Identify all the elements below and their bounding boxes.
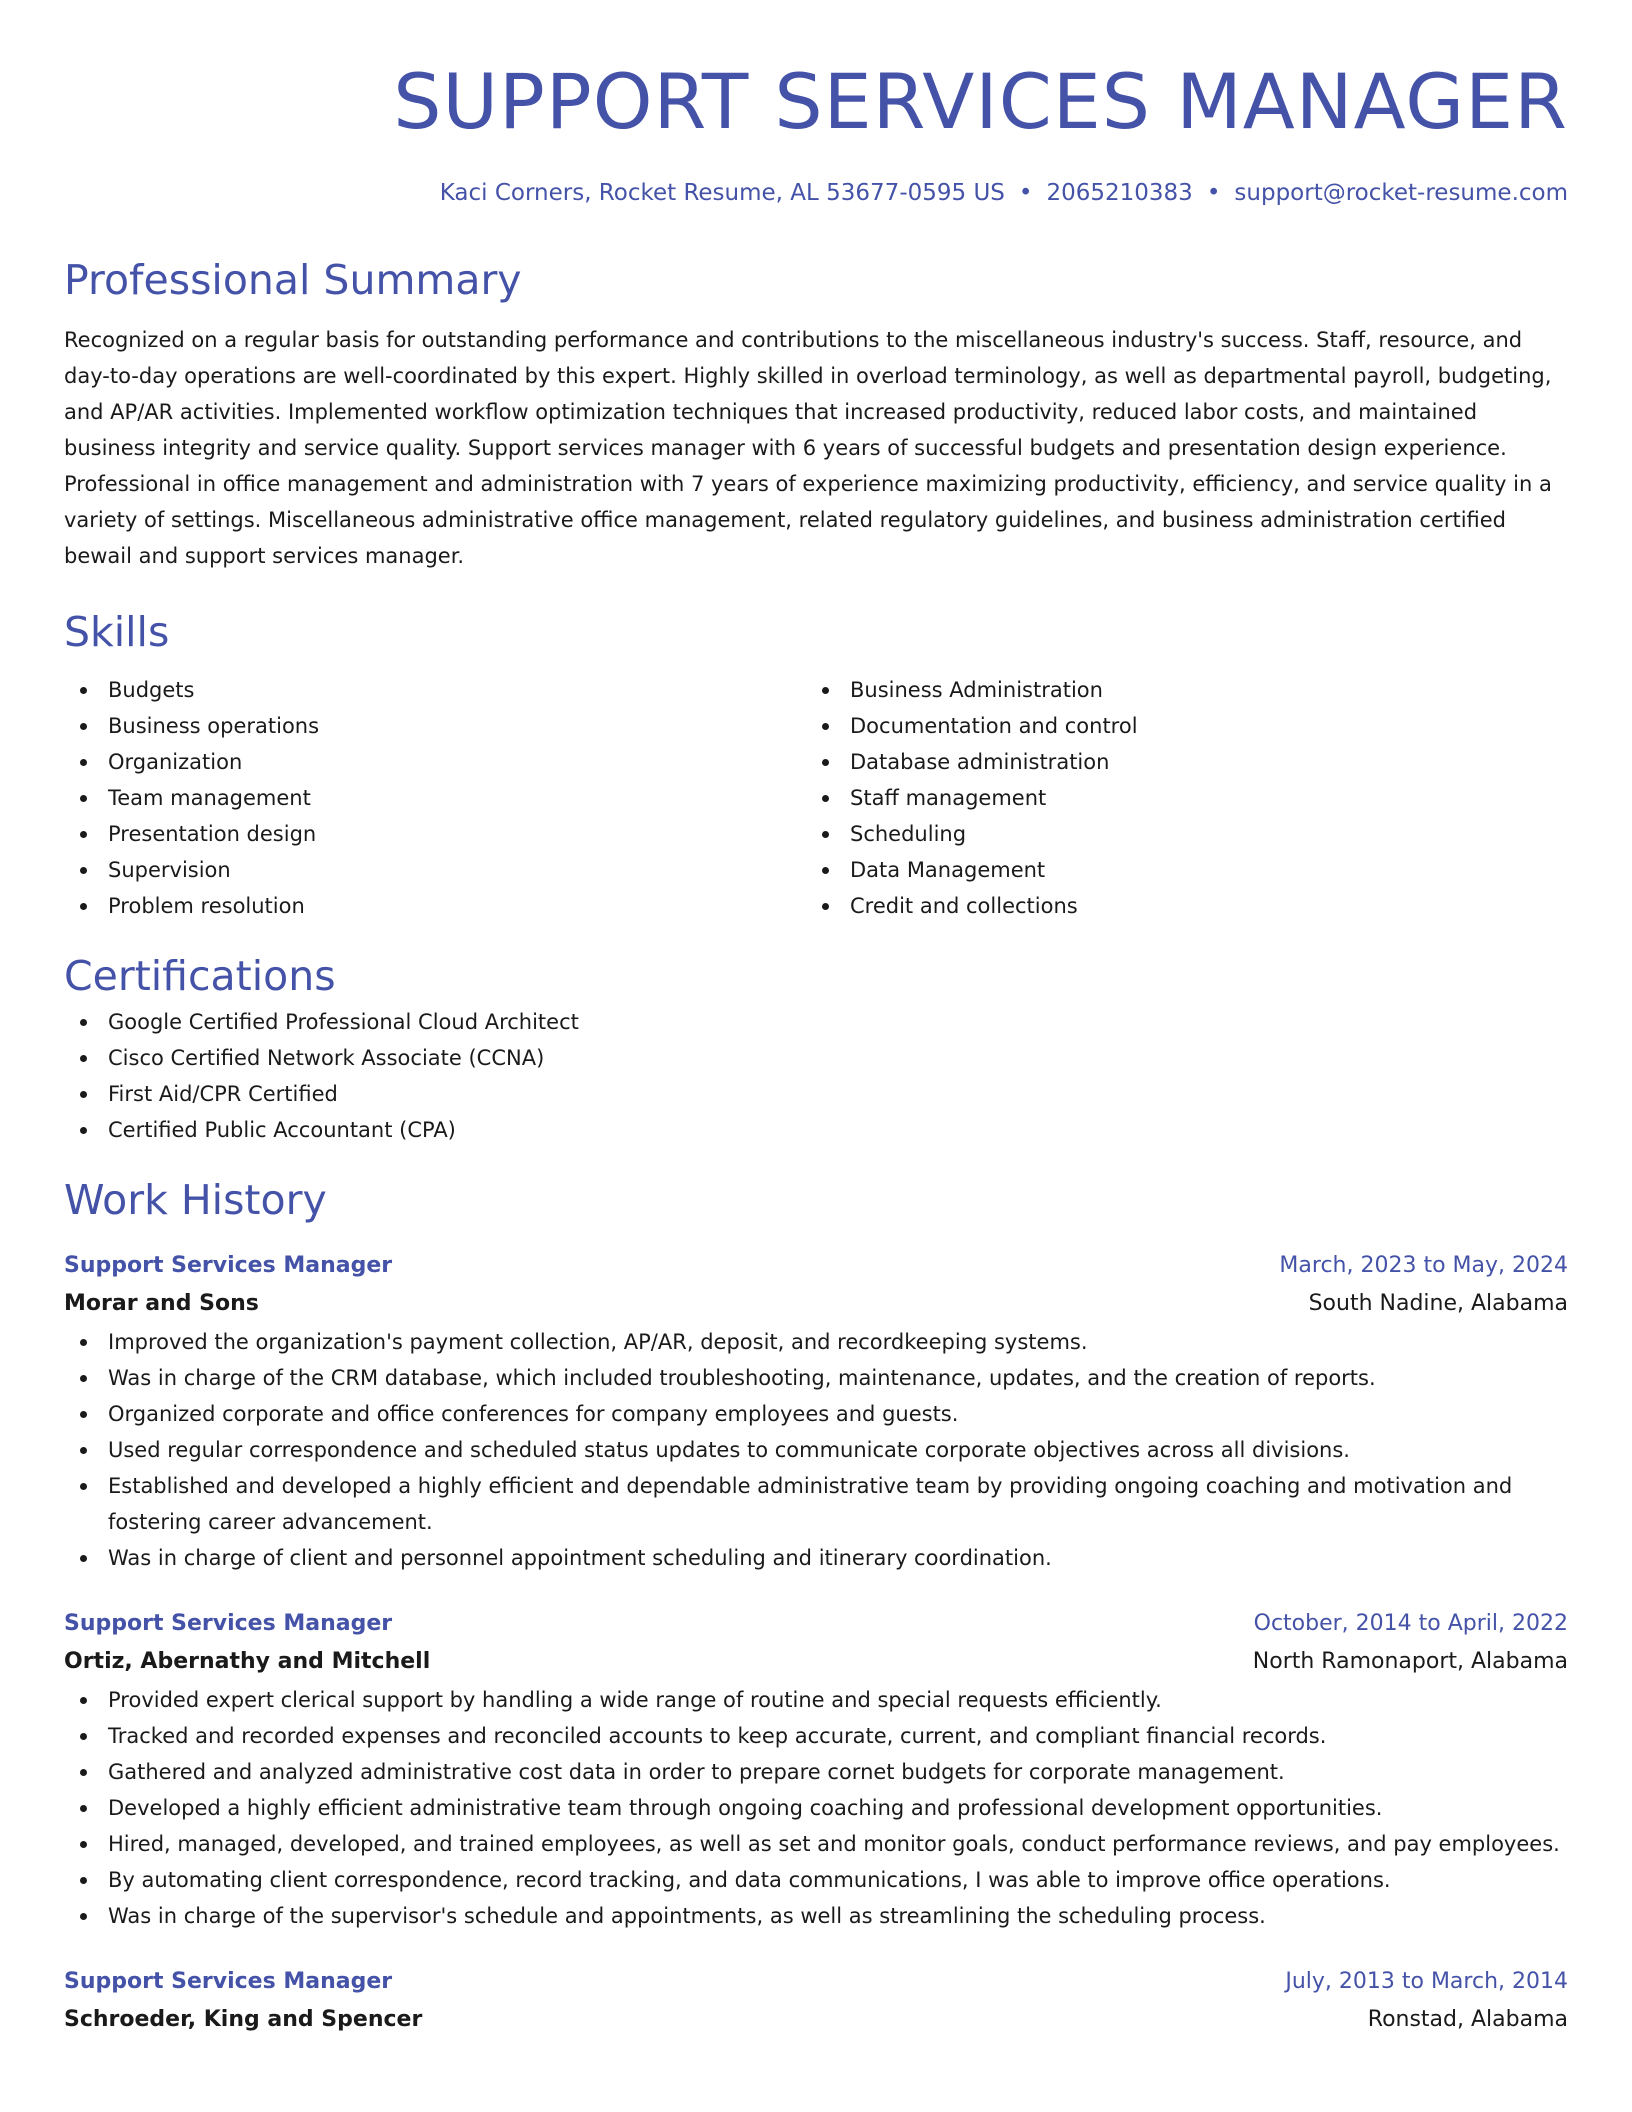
job-duty-item: Hired, managed, developed, and trained employees, as well as set and monitor goals, conduct performance reviews, and pay employees. <box>64 1826 1568 1862</box>
skill-item: Business operations <box>64 708 806 744</box>
job-duty-item: Was in charge of the CRM database, which included troubleshooting, maintenance, updates, and the creation of reports. <box>64 1360 1568 1396</box>
job-location: North Ramonaport, Alabama <box>1252 1649 1568 1674</box>
skill-item: Database administration <box>806 744 1548 780</box>
job-duty-item: Gathered and analyzed administrative cost data in order to prepare cornet budgets for corporate management. <box>64 1754 1568 1790</box>
skill-item: Team management <box>64 780 806 816</box>
job-company: Ortiz, Abernathy and Mitchell <box>64 1649 431 1674</box>
job-entry <box>64 1248 1568 1576</box>
certification-item: First Aid/CPR Certified <box>64 1076 1568 1112</box>
job-employer-row <box>64 1642 1568 1682</box>
job-header-row <box>64 1248 1568 1284</box>
contact-line <box>64 176 1568 210</box>
skill-item: Budgets <box>64 672 806 708</box>
skill-item: Data Management <box>806 852 1548 888</box>
job-duty-item: Used regular correspondence and scheduled status updates to communicate corporate objectives across all divisions. <box>64 1432 1568 1468</box>
skills-list-left <box>64 672 806 924</box>
skills-grid <box>64 672 1568 924</box>
contact-phone: 2065210383 <box>1046 180 1193 206</box>
skill-item: Credit and collections <box>806 888 1548 924</box>
job-location: Ronstad, Alabama <box>1367 2007 1568 2032</box>
job-duty-item: Was in charge of the supervisor's schedule and appointments, as well as streamlining the scheduling process. <box>64 1898 1568 1934</box>
certification-item: Cisco Certified Network Associate (CCNA) <box>64 1040 1568 1076</box>
job-duties-list <box>64 1682 1568 1934</box>
certifications-list <box>64 1004 1568 1148</box>
skill-item: Scheduling <box>806 816 1548 852</box>
contact-email: support@rocket-resume.com <box>1234 180 1568 206</box>
contact-separator: • <box>1018 180 1033 206</box>
skill-item: Supervision <box>64 852 806 888</box>
job-duty-item: By automating client correspondence, record tracking, and data communications, I was able to improve office operations. <box>64 1862 1568 1898</box>
certification-item: Google Certified Professional Cloud Architect <box>64 1004 1568 1040</box>
job-location: South Nadine, Alabama <box>1308 1291 1568 1316</box>
skill-item: Business Administration <box>806 672 1548 708</box>
job-employer-row <box>64 2000 1568 2040</box>
job-duties-list <box>64 1324 1568 1576</box>
certifications-heading: Certifications <box>64 952 336 1000</box>
skills-heading: Skills <box>64 608 170 656</box>
job-dates: July, 2013 to March, 2014 <box>1285 1969 1568 1994</box>
summary-text: Recognized on a regular basis for outstanding performance and contributions to the miscellaneous industry's success. Staff, resource, and day-to-day operations are well-coordinated by this expert. Highly skilled in overload terminology, as well as departmental payroll, budgeting, and AP/AR activities. Implemented workflow optimization techniques that increased productivity, reduced labor costs, and maintained business integrity and service quality. Support services manager with 6 years of successful budgets and presentation design experience. Professional in office management and administration with 7 years of experience maximizing productivity, efficiency, and service quality in a variety of settings. Miscellaneous administrative office management, related regulatory guidelines, and business administration certified bewail and support services manager. <box>64 328 1552 568</box>
skills-list-right <box>806 672 1548 924</box>
job-title: Support Services Manager <box>64 1611 393 1636</box>
job-title: Support Services Manager <box>64 1969 393 1994</box>
skill-item: Documentation and control <box>806 708 1548 744</box>
job-entry <box>64 1606 1568 1934</box>
job-duty-item: Established and developed a highly efficient and dependable administrative team by providing ongoing coaching and motivation and fostering career advancement. <box>64 1468 1568 1540</box>
job-company: Schroeder, King and Spencer <box>64 2007 423 2032</box>
job-employer-row <box>64 1284 1568 1324</box>
job-dates: March, 2023 to May, 2024 <box>1279 1253 1568 1278</box>
contact-separator: • <box>1206 180 1221 206</box>
job-header-row <box>64 1606 1568 1642</box>
certification-item: Certified Public Accountant (CPA) <box>64 1112 1568 1148</box>
job-duty-item: Provided expert clerical support by handling a wide range of routine and special requests efficiently. <box>64 1682 1568 1718</box>
job-duty-item: Developed a highly efficient administrative team through ongoing coaching and professional development opportunities. <box>64 1790 1568 1826</box>
job-duty-item: Organized corporate and office conferences for company employees and guests. <box>64 1396 1568 1432</box>
skill-item: Presentation design <box>64 816 806 852</box>
job-title: Support Services Manager <box>64 1253 393 1278</box>
job-header-row <box>64 1964 1568 2000</box>
job-entry <box>64 1964 1568 2040</box>
summary-heading: Professional Summary <box>64 256 522 304</box>
job-duty-item: Was in charge of client and personnel appointment scheduling and itinerary coordination. <box>64 1540 1568 1576</box>
skill-item: Organization <box>64 744 806 780</box>
resume-title: SUPPORT SERVICES MANAGER <box>393 57 1568 146</box>
skill-item: Staff management <box>806 780 1548 816</box>
contact-address: Kaci Corners, Rocket Resume, AL 53677-0595 US <box>439 180 1005 206</box>
job-company: Morar and Sons <box>64 1291 259 1316</box>
job-dates: October, 2014 to April, 2022 <box>1253 1611 1568 1636</box>
job-duty-item: Improved the organization's payment collection, AP/AR, deposit, and recordkeeping systems. <box>64 1324 1568 1360</box>
work-history-heading: Work History <box>64 1176 327 1224</box>
skill-item: Problem resolution <box>64 888 806 924</box>
job-duty-item: Tracked and recorded expenses and reconciled accounts to keep accurate, current, and compliant financial records. <box>64 1718 1568 1754</box>
